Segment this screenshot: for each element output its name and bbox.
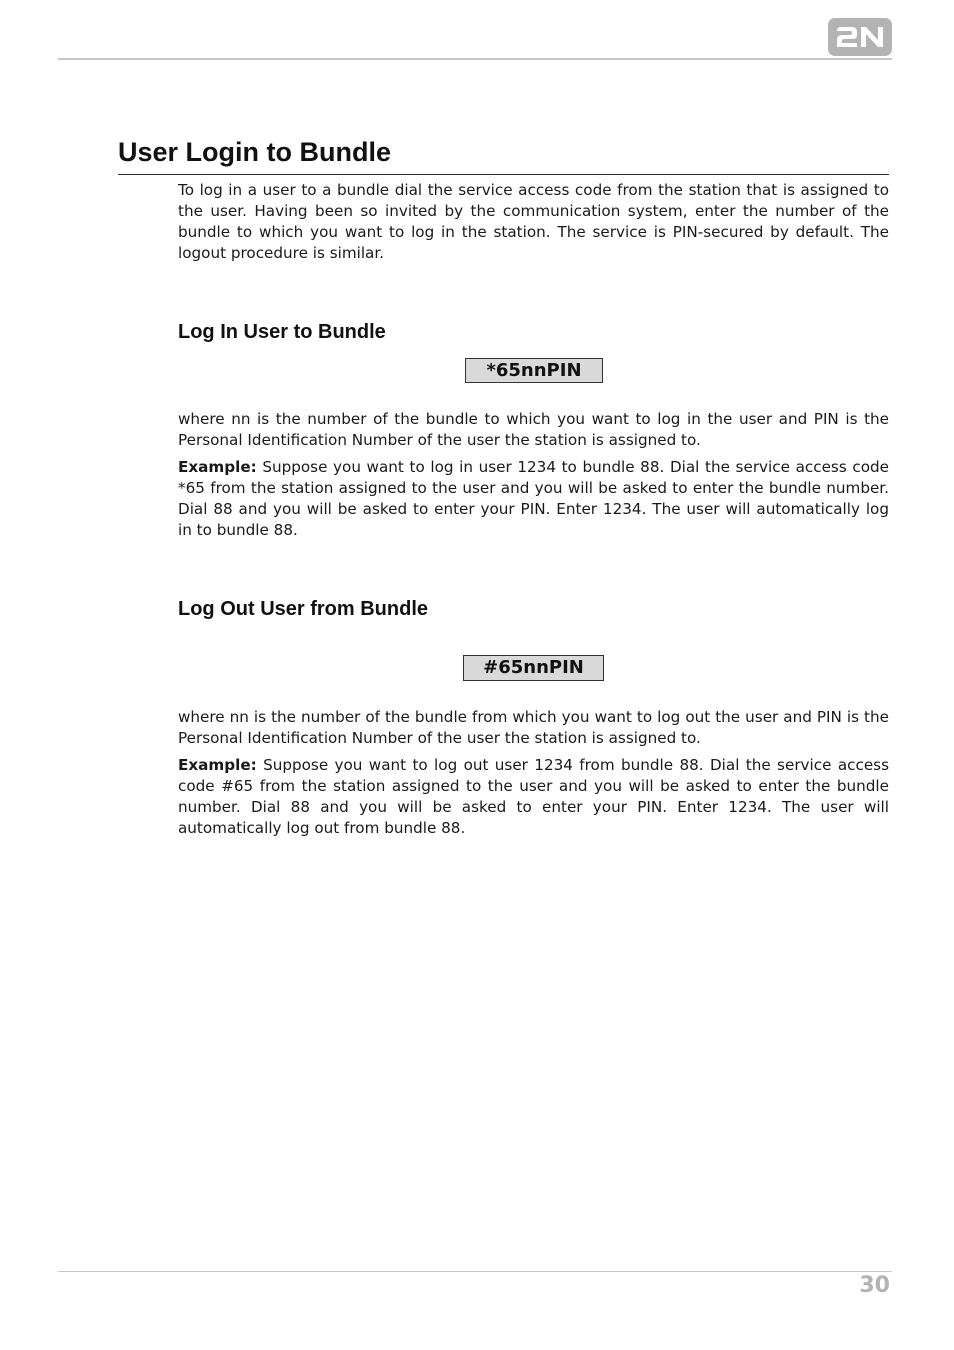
footer-divider: [58, 1271, 892, 1272]
logout-code-box: #65nnPIN: [463, 655, 604, 681]
logout-description: where nn is the number of the bundle from which you want to log out the user and PIN is the Personal Identification Number of the user the station is assigned to.: [178, 708, 889, 747]
page-title: User Login to Bundle: [118, 134, 889, 175]
2n-logo-icon: [828, 18, 892, 56]
login-example-text: Suppose you want to log in user 1234 to bundle 88. Dial the service access code *65 from the station assigned to the user and you will be asked to enter the bundle number. Dial 88 and you will be asked to enter your PIN. Enter 1234. The user will automatically log in to bundle 88.: [178, 458, 889, 539]
header-divider: [58, 58, 892, 60]
page-number: 30: [859, 1273, 890, 1298]
login-description: where nn is the number of the bundle to which you want to log in the user and PIN is the Personal Identification Number of the user the station is assigned to.: [178, 410, 889, 449]
logout-example-text: Suppose you want to log out user 1234 from bundle 88. Dial the service access code #65 from the station assigned to the user and you will be asked to enter the bundle number. Dial 88 and you will be asked to enter your PIN. Enter 1234. The user will automatically log out from bundle 88.: [178, 756, 889, 837]
logout-example: [178, 755, 889, 839]
login-heading: Log In User to Bundle: [178, 321, 386, 343]
intro-paragraph: To log in a user to a bundle dial the service access code from the station that is assigned to the user. Having been so invited by the communication system, enter the number of the bundle to which you want to log in the station. The service is PIN-secured by default. The logout procedure is similar.: [178, 181, 889, 262]
login-code-box: *65nnPIN: [465, 358, 603, 383]
logout-heading: Log Out User from Bundle: [178, 598, 428, 620]
login-example: [178, 457, 889, 541]
login-example-label: Example:: [178, 458, 257, 476]
logout-example-label: Example:: [178, 756, 257, 774]
